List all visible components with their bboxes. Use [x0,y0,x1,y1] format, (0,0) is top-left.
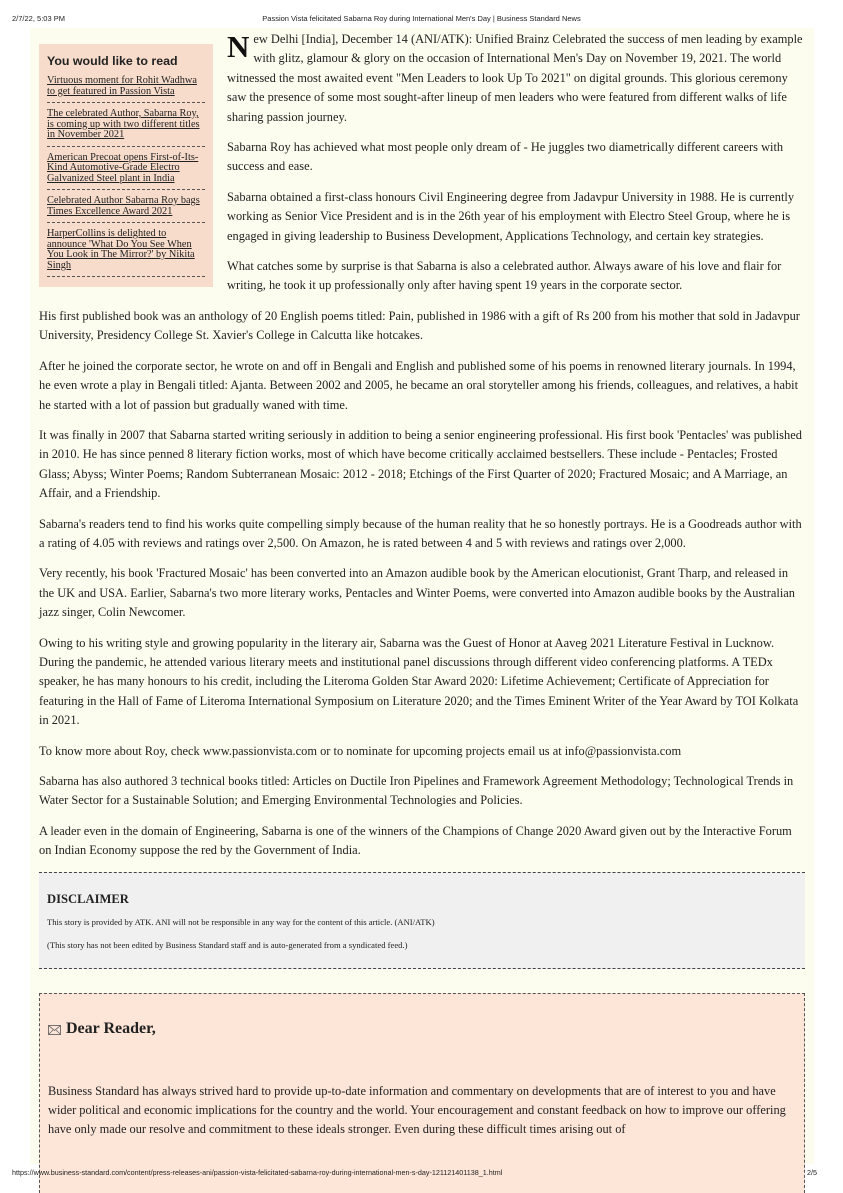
article-paragraph: Owing to his writing style and growing popularity in the literary air, Sabarna was the Guest of Honor at Aaveg 2021 Literature Festival in Lucknow. During the pandemic, he attended various literary meets and institutional panel discussions through different video conferencing platforms. A TEDx speaker, he has many honours to his credit, including the Literoma Golden Star Award 2020: Lifetime Achievement; Certificate of Appreciation for featuring in the Hall of Fame of Literoma International Symposium on Literature 2020; and the Times Eminent Writer of the Year Award by TOI Kolkata in 2021. [39,635,799,728]
dear-reader-heading [48,1020,796,1038]
disclaimer-box [39,872,805,969]
page-content [30,28,814,1164]
article-paragraph: To know more about Roy, check www.passionvista.com or to nominate for upcoming projects email us at info@passionvista.com [39,743,682,758]
article-paragraph: Very recently, his book 'Fractured Mosaic' has been converted into an Amazon audible book by the American elocutionist, Grant Tharp, and released in the UK and USA. Earlier, Sabarna's two more literary works, Pentacles and Winter Poems, were converted into Amazon audible books by the Australian jazz singer, Colin Newcomer. [39,566,795,620]
print-datetime: 2/7/22, 5:03 PM [12,14,65,23]
related-article-link[interactable]: Celebrated Author Sabarna Roy bags Times Excellence Award 2021 [47,196,205,223]
dear-reader-title: Dear Reader, [66,1019,156,1037]
print-url: https://www.business-standard.com/content/press-releases-ani/passion-vista-felicitated-sabarna-roy-during-international-men-s-day-121121401138_1.html [12,1168,503,1177]
article-paragraph: It was finally in 2007 that Sabarna started writing seriously in addition to being a senior engineering professional. His first book 'Pentacles' was published in 2010. He has since penned 8 literary fiction works, most of which have become critically acclaimed bestsellers. These include - Pentacles; Frosted Glass; Abyss; Winter Poems; Random Subterranean Mosaic: 2012 - 2018; Etchings of the First Quarter of 2020; Fractured Mosaic; and A Marriage, an Affair, and a Friendship. [39,427,802,501]
print-header [0,14,843,26]
disclaimer-title: DISCLAIMER [47,891,129,906]
related-article-link[interactable]: HarperCollins is delighted to announce 'What Do You See When You Look in The Mirror?' by Nikita Singh [47,229,205,277]
article-paragraph: What catches some by surprise is that Sabarna is also a celebrated author. Always aware of his love and flair for writing, he took it up professionally only after having spent 19 years in the corporate sector. [227,259,782,293]
print-page-title: Passion Vista felicitated Sabarna Roy during International Men's Day | Business Standard News [262,14,581,23]
dear-reader-text: Business Standard has always strived hard to provide up-to-date information and commentary on developments that are of interest to you and have wider political and economic implications for the country and the world. Your encouragement and constant feedback on how to improve our offering have only made our resolve and commitment to these ideals stronger. Even during these difficult times arising out of [48,1083,786,1137]
print-footer [0,1168,843,1180]
disclaimer-note: (This story has not been edited by Business Standard staff and is auto-generated from a syndicated feed.) [47,939,408,950]
article-paragraph: Sabarna obtained a first-class honours Civil Engineering degree from Jadavpur University in 1988. He is currently working as Senior Vice President and is in the 26th year of his employment with Electro Steel Group, where he is engaged in giving leadership to Business Development, Applications Technology, and certain key strategies. [227,189,795,243]
related-articles-sidebar [39,44,213,287]
article-paragraph: His first published book was an anthology of 20 English poems titled: Pain, published in 1986 with a gift of Rs 200 from his mother that sold in Jadavpur University, Presidency College St. Xavier's College in Calcutta like hotcakes. [39,308,800,343]
drop-cap: N [227,29,250,64]
envelope-icon [48,1025,61,1035]
related-article-link[interactable]: American Precoat opens First-of-Its-Kind Automotive-Grade Electro Galvanized Steel plant in India [47,153,205,191]
article-body [39,28,805,1193]
dear-reader-box [39,993,805,1193]
article-paragraph: After he joined the corporate sector, he wrote on and off in Bengali and English and published some of his poems in renowned literary journals. In 1994, he even wrote a play in Bengali titled: Ajanta. Between 2002 and 2005, he became an oral storyteller among his friends, colleagues, and relatives, a habit he started with a lot of passion but gradually waned with time. [39,358,799,412]
article-paragraph: A leader even in the domain of Engineering, Sabarna is one of the winners of the Champions of Change 2020 Award given out by the Interactive Forum on Indian Economy suppose the red by the Government of India. [39,823,792,858]
article-paragraph: Sabarna Roy has achieved what most people only dream of - He juggles two diametrically different careers with success and ease. [227,140,784,174]
article-paragraph: Sabarna's readers tend to find his works quite compelling simply because of the human reality that he so honestly portrays. He is a Goodreads author with a rating of 4.05 with reviews and ratings over 2,500. On Amazon, he is rated between 4 and 5 with reviews and ratings over 2,000. [39,516,802,550]
lead-text: ew Delhi [India], December 14 (ANI/ATK): Unified Brainz Celebrated the success of men leading by example with glitz, glamour & glory on the occasion of International Men's Day on November 19, 2021. The world witnessed the most awaited event "Men Leaders to look Up To 2021" on digital grounds. This glorious ceremony saw the presence of some most sought-after lineup of men leaders who were featured from different walks of life sharing passion journey. [227,32,803,124]
related-article-link[interactable]: The celebrated Author, Sabarna Roy, is coming up with two different titles in November 2021 [47,109,205,147]
print-page-number: 2/5 [807,1168,817,1177]
article-paragraph: Sabarna has also authored 3 technical books titled: Articles on Ductile Iron Pipelines and Framework Agreement Methodology; Technological Trends in Water Sector for a Sustainable Solution; and Emerging Environmental Technologies and Policies. [39,774,794,808]
related-article-link[interactable]: Virtuous moment for Rohit Wadhwa to get featured in Passion Vista [47,76,205,103]
disclaimer-text: This story is provided by ATK. ANI will not be responsible in any way for the content of this article. (ANI/ATK) [47,916,435,927]
sidebar-title: You would like to read [47,54,178,68]
